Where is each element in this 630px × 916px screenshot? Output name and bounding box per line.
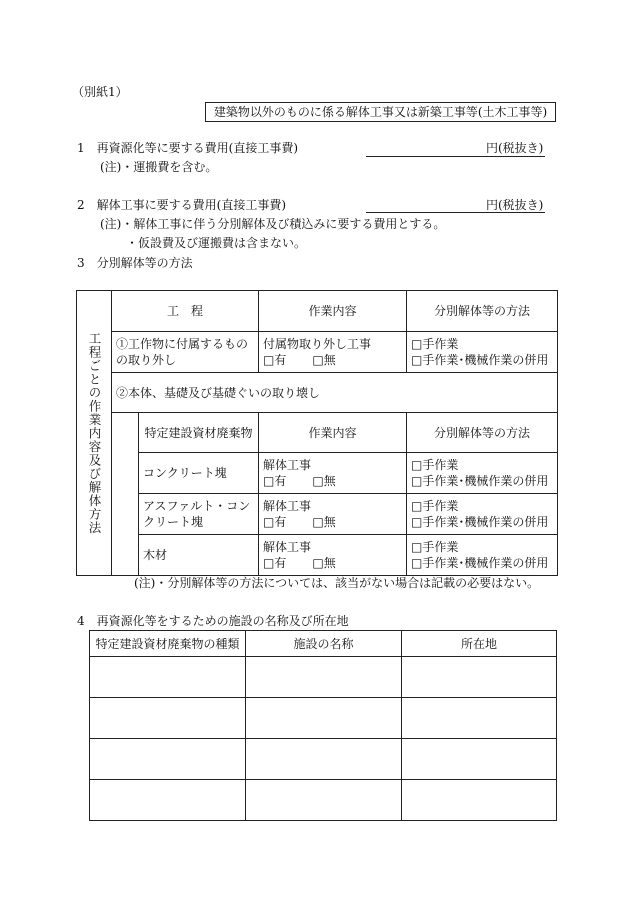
page-title: 建築物以外のものに係る解体工事又は新築工事等(土木工事等) — [205, 102, 556, 122]
method-table — [76, 290, 558, 576]
facility-cell[interactable] — [402, 657, 557, 698]
side-label: 工程ごとの作業内容及び解体方法 — [77, 291, 112, 576]
material-manual-checkbox[interactable]: □手作業 — [411, 499, 459, 513]
section2-unit: 円(税抜き) — [486, 198, 544, 212]
indent-spacer — [112, 413, 139, 576]
material-no-checkbox[interactable]: □無 — [312, 556, 336, 570]
material-work-title: 解体工事 — [263, 458, 312, 472]
material-work — [259, 453, 407, 494]
material-no-checkbox[interactable]: □無 — [312, 474, 336, 488]
material-yes-checkbox[interactable]: □有 — [263, 515, 287, 529]
row1-combined-checkbox[interactable]: □手作業･機械作業の併用 — [411, 353, 549, 367]
section1-unit: 円(税抜き) — [486, 141, 544, 155]
material-combined-checkbox[interactable]: □手作業･機械作業の併用 — [411, 515, 549, 529]
facility-cell[interactable] — [90, 780, 246, 821]
section3-heading: 3 分別解体等の方法 — [77, 256, 193, 270]
row1-work — [259, 332, 407, 373]
section1-heading: 1 再資源化等に要する費用(直接工事費) — [77, 141, 298, 155]
header-method: 分別解体等の方法 — [407, 291, 558, 332]
material-combined-checkbox[interactable]: □手作業･機械作業の併用 — [411, 556, 549, 570]
material-name: 木材 — [139, 535, 259, 576]
header-location: 所在地 — [402, 631, 557, 657]
material-work-title: 解体工事 — [263, 540, 312, 554]
header-waste-type: 特定建設資材廃棄物の種類 — [90, 631, 246, 657]
material-combined-checkbox[interactable]: □手作業･機械作業の併用 — [411, 474, 549, 488]
material-work-title: 解体工事 — [263, 499, 312, 513]
row1-no-checkbox[interactable]: □無 — [312, 353, 336, 367]
row2-heading: ②本体、基礎及び基礎ぐいの取り壊し — [112, 373, 558, 413]
header-work-2: 作業内容 — [259, 413, 407, 453]
material-yes-checkbox[interactable]: □有 — [263, 556, 287, 570]
row1-method — [407, 332, 558, 373]
section4-heading: 4 再資源化等をするための施設の名称及び所在地 — [77, 614, 349, 628]
material-yes-checkbox[interactable]: □有 — [263, 474, 287, 488]
material-work — [259, 494, 407, 535]
section1-amount-line[interactable] — [366, 156, 545, 157]
material-method — [407, 453, 558, 494]
header-facility-name: 施設の名称 — [246, 631, 402, 657]
facility-cell[interactable] — [90, 657, 246, 698]
facility-table — [89, 630, 557, 821]
section2-note1: (注)・解体工事に伴う分別解体及び積込みに要する費用とする。 — [100, 217, 446, 231]
material-no-checkbox[interactable]: □無 — [312, 515, 336, 529]
facility-cell[interactable] — [402, 780, 557, 821]
material-method — [407, 494, 558, 535]
row1-process: ①工作物に付属するものの取り外し — [112, 332, 259, 373]
material-manual-checkbox[interactable]: □手作業 — [411, 540, 459, 554]
attachment-label: （別紙1） — [72, 85, 128, 99]
material-method — [407, 535, 558, 576]
facility-cell[interactable] — [402, 698, 557, 739]
section1-note: (注)・運搬費を含む。 — [100, 160, 218, 174]
facility-cell[interactable] — [246, 739, 402, 780]
section2-heading: 2 解体工事に要する費用(直接工事費) — [77, 198, 286, 212]
facility-cell[interactable] — [246, 780, 402, 821]
header-material: 特定建設資材廃棄物 — [139, 413, 259, 453]
facility-cell[interactable] — [402, 739, 557, 780]
header-work: 作業内容 — [259, 291, 407, 332]
material-manual-checkbox[interactable]: □手作業 — [411, 458, 459, 472]
row1-yes-checkbox[interactable]: □有 — [263, 353, 287, 367]
row1-manual-checkbox[interactable]: □手作業 — [411, 337, 459, 351]
material-work — [259, 535, 407, 576]
section3-note: (注)・分別解体等の方法については、該当がない場合は記載の必要はない。 — [134, 576, 540, 590]
facility-cell[interactable] — [246, 657, 402, 698]
facility-cell[interactable] — [90, 739, 246, 780]
facility-cell[interactable] — [246, 698, 402, 739]
row1-work-title: 付属物取り外し工事 — [263, 337, 372, 351]
facility-cell[interactable] — [90, 698, 246, 739]
section2-note2: ・仮設費及び運搬費は含まない。 — [126, 236, 307, 250]
header-method-2: 分別解体等の方法 — [407, 413, 558, 453]
material-name: コンクリート塊 — [139, 453, 259, 494]
material-name: アスファルト・コンクリート塊 — [139, 494, 259, 535]
header-process: 工 程 — [112, 291, 259, 332]
